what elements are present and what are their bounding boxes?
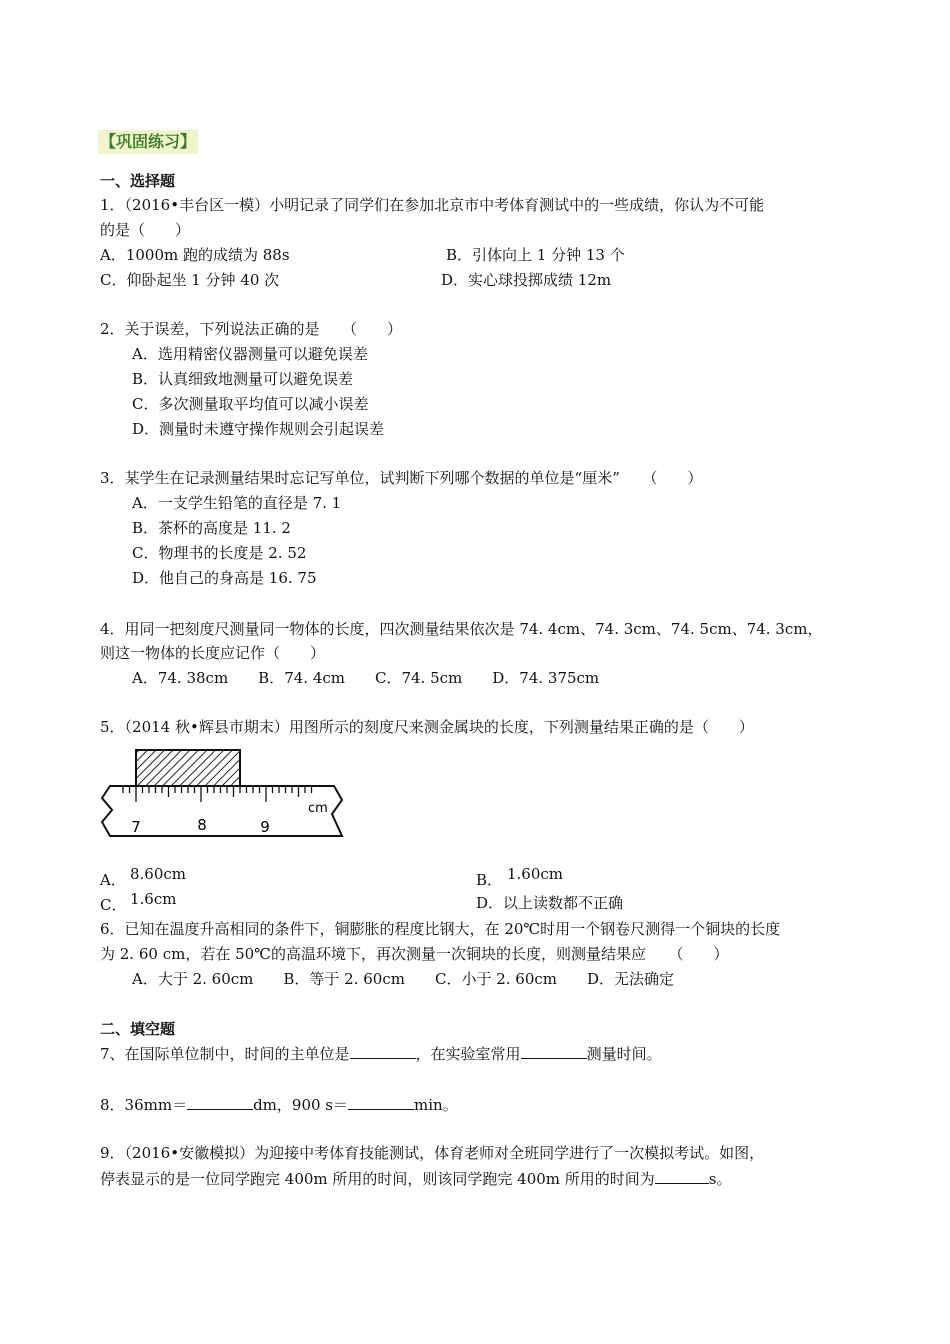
q2-stem: 2．关于误差，下列说法正确的是 （ ） xyxy=(100,320,403,338)
q6-stem-line2: 为 2. 60 cm，若在 50℃的高温环境下，再次测量一次铜块的长度，则测量结果应 （ ） xyxy=(100,945,729,963)
section-fill-heading: 二、填空题 xyxy=(100,1020,176,1038)
metal-block xyxy=(136,750,240,786)
q4-stem-line1: 4．用同一把刻度尺测量同一物体的长度，四次测量结果依次是 74. 4cm、74. 3cm、74. 5cm、74. 3cm， xyxy=(100,620,823,638)
section-tag: 【巩固练习】 xyxy=(98,130,198,154)
q6-stem-line1: 6．已知在温度升高相同的条件下，铜膨胀的程度比钢大，在 20℃时用一个钢卷尺测得一个铜块的长度 xyxy=(100,920,781,938)
q8-blank-2[interactable] xyxy=(348,1094,414,1110)
q5-option-d: D．以上读数都不正确 xyxy=(476,894,624,912)
ruler-label-8: 8 xyxy=(197,816,207,834)
q7-text-2: ，在实验室常用 xyxy=(415,1045,521,1063)
q2-option-d: D．测量时未遵守操作规则会引起误差 xyxy=(132,420,385,438)
q9-text-1: 停表显示的是一位同学跑完 400m 所用的时间，则该同学跑完 400m 所用的时间为 xyxy=(100,1170,655,1188)
q5-option-c-label: C． xyxy=(100,896,127,914)
ruler-label-7: 7 xyxy=(131,818,141,836)
q1-stem-line2: 的是（ ） xyxy=(100,221,191,239)
q5-option-b-value: 1.60cm xyxy=(507,865,564,883)
ruler-unit: cm xyxy=(308,801,328,816)
q3-option-a: A．一支学生铅笔的直径是 7. 1 xyxy=(132,494,342,512)
q5-option-b-label: B． xyxy=(476,871,503,889)
q9-stem-line2 xyxy=(100,1168,732,1189)
q1-option-a: A．1000m 跑的成绩为 88s xyxy=(100,246,290,264)
q7-text-3: 测量时间。 xyxy=(586,1045,662,1063)
q1-stem-line1: 1．（2016•丰台区一模）小明记录了同学们在参加北京市中考体育测试中的一些成绩，你认为不可能 xyxy=(100,196,765,214)
q9-stem-line1: 9．（2016•安徽模拟）为迎接中考体育技能测试，体育老师对全班同学进行了一次模拟考试。如图， xyxy=(100,1144,765,1162)
q7-text-1: 7、在国际单位制中，时间的主单位是 xyxy=(100,1045,350,1063)
q8-line xyxy=(100,1094,458,1115)
q5-option-c-value: 1.6cm xyxy=(130,890,177,908)
q8-blank-1[interactable] xyxy=(187,1094,253,1110)
q2-option-b: B．认真细致地测量可以避免误差 xyxy=(132,370,354,388)
q3-option-d: D．他自己的身高是 16. 75 xyxy=(132,569,317,587)
q7-blank-1[interactable] xyxy=(350,1043,416,1059)
q8-text-1: 8．36mm＝ xyxy=(100,1096,188,1114)
q9-blank[interactable] xyxy=(655,1168,709,1184)
q7-line xyxy=(100,1043,662,1064)
q2-option-a: A．选用精密仪器测量可以避免误差 xyxy=(132,345,368,363)
ruler-label-9: 9 xyxy=(260,818,270,836)
ruler-figure xyxy=(98,748,344,840)
q6-options: A．大于 2. 60cm B．等于 2. 60cm C．小于 2. 60cm D．无法确定 xyxy=(132,970,675,988)
q3-option-b: B．茶杯的高度是 11. 2 xyxy=(132,519,291,537)
q5-option-a-label: A． xyxy=(100,871,126,889)
q1-option-d: D．实心球投掷成绩 12m xyxy=(441,271,612,289)
q7-blank-2[interactable] xyxy=(521,1043,587,1059)
q9-text-2: s。 xyxy=(708,1170,732,1188)
q1-option-b: B．引体向上 1 分钟 13 个 xyxy=(446,246,625,264)
q8-text-2: dm，900 s＝ xyxy=(253,1096,349,1114)
q3-option-c: C．物理书的长度是 2. 52 xyxy=(132,544,307,562)
q8-text-3: min。 xyxy=(414,1096,458,1114)
q2-option-c: C．多次测量取平均值可以减小误差 xyxy=(132,395,369,413)
q1-option-c: C．仰卧起坐 1 分钟 40 次 xyxy=(100,271,280,289)
q5-option-a-value: 8.60cm xyxy=(130,865,187,883)
q4-options: A．74. 38cm B．74. 4cm C．74. 5cm D．74. 375cm xyxy=(132,669,600,687)
q5-stem: 5．（2014 秋•辉县市期末）用图所示的刻度尺来测金属块的长度，下列测量结果正确的是（ ） xyxy=(100,718,754,736)
q4-stem-line2: 则这一物体的长度应记作（ ） xyxy=(100,644,326,662)
section-choice-heading: 一、选择题 xyxy=(100,172,176,190)
q3-stem: 3．某学生在记录测量结果时忘记写单位，试判断下列哪个数据的单位是“厘米” （ ） xyxy=(100,469,703,487)
